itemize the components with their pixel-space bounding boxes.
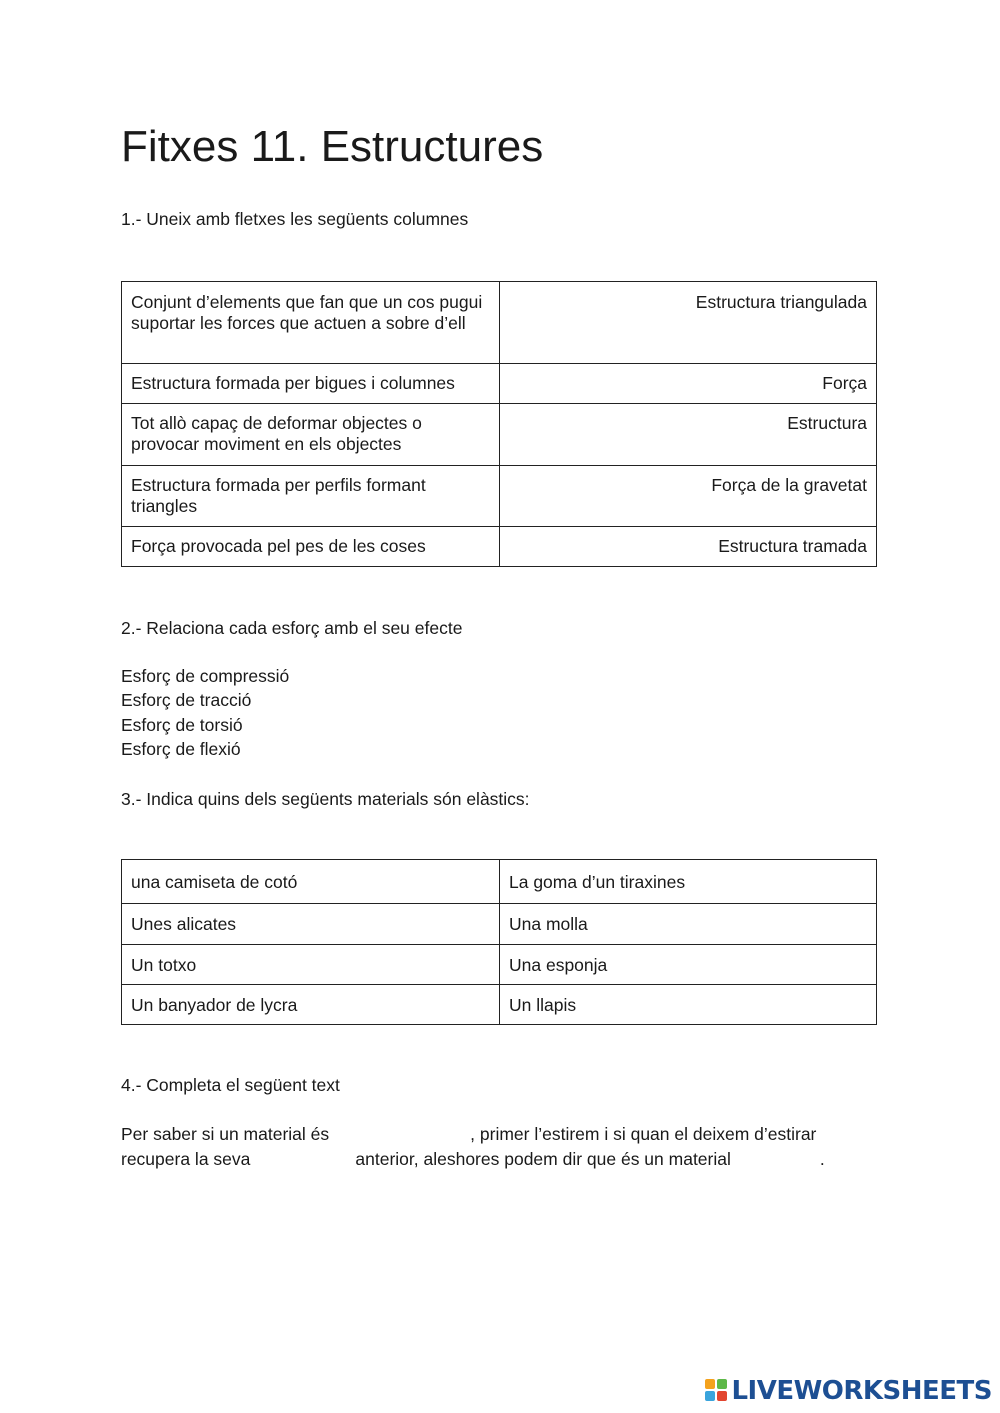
q3-material-cell: [122, 860, 500, 904]
q4-text-segment: .: [819, 1149, 825, 1169]
liveworksheets-logo-text: LIVEWORKSHEETS: [731, 1376, 992, 1406]
table-row: [122, 466, 877, 527]
q1-definition-cell: [122, 404, 500, 466]
table-row: [122, 404, 877, 466]
q3-material-cell: [122, 904, 500, 945]
q1-definition: Conjunt d’elements que fan que un cos pugui suportar les forces que actuen a sobre d’ell: [131, 292, 483, 333]
table-row: [122, 985, 877, 1025]
q4-text-line-1: [121, 1124, 816, 1145]
q3-material-cell: [500, 985, 877, 1025]
q1-definition-cell: [122, 527, 500, 567]
q1-definition: Estructura formada per bigues i columnes: [131, 373, 455, 393]
q1-term-cell: [500, 282, 877, 364]
q3-material: Un totxo: [131, 955, 197, 975]
q1-term: Estructura triangulada: [695, 292, 867, 312]
q1-term: Força: [822, 373, 867, 393]
q3-prompt: 3.- Indica quins dels següents materials són elàstics:: [121, 789, 530, 809]
q1-definition-cell: [122, 282, 500, 364]
q1-term-cell: [500, 466, 877, 527]
q3-material-cell: [500, 945, 877, 985]
q4-text-segment: , primer l’estirem i si quan el deixem d’estirar: [470, 1124, 817, 1144]
q3-material-cell: [500, 904, 877, 945]
q1-prompt: 1.- Uneix amb fletxes les següents columnes: [121, 209, 469, 229]
q3-material: La goma d’un tiraxines: [509, 872, 686, 892]
q3-material-cell: [122, 985, 500, 1025]
q3-material: Un banyador de lycra: [131, 995, 298, 1015]
q1-definition: Tot allò capaç de deformar objectes o provocar moviment en els objectes: [131, 413, 422, 454]
q2-item-torsion: Esforç de torsió: [121, 715, 243, 735]
q3-material-cell: [122, 945, 500, 985]
q1-term-cell: [500, 364, 877, 404]
q1-matching-table: [121, 281, 877, 567]
q4-text-segment: anterior, aleshores podem dir que és un material: [355, 1149, 731, 1169]
q1-term-cell: [500, 527, 877, 567]
q1-term-cell: [500, 404, 877, 466]
table-row: [122, 860, 877, 904]
q2-item-flexion: Esforç de flexió: [121, 739, 241, 759]
q3-material: Una esponja: [509, 955, 608, 975]
q3-material: Una molla: [509, 914, 588, 934]
table-row: [122, 904, 877, 945]
q3-material-cell: [500, 860, 877, 904]
table-row: [122, 364, 877, 404]
q3-materials-table: [121, 859, 877, 1025]
q4-text-segment: recupera la seva: [121, 1149, 251, 1169]
table-row: [122, 527, 877, 567]
q1-term: Estructura: [787, 413, 867, 433]
q3-material: Un llapis: [509, 995, 577, 1015]
q1-definition-cell: [122, 364, 500, 404]
q3-material: una camiseta de cotó: [131, 872, 298, 892]
q1-term: Estructura tramada: [718, 536, 867, 556]
q2-prompt: 2.- Relaciona cada esforç amb el seu efecte: [121, 618, 463, 638]
q1-definition: Força provocada pel pes de les coses: [131, 536, 426, 556]
q2-item-compression: Esforç de compressió: [121, 666, 290, 686]
q1-term: Força de la gravetat: [711, 475, 867, 495]
q4-prompt: 4.- Completa el següent text: [121, 1075, 340, 1095]
table-row: [122, 945, 877, 985]
liveworksheets-logo: [705, 1377, 992, 1405]
q3-material: Unes alicates: [131, 914, 237, 934]
table-row: [122, 282, 877, 364]
page-title: Fitxes 11. Estructures: [121, 122, 544, 171]
q4-text-segment: Per saber si un material és: [121, 1124, 330, 1144]
q4-text-line-2: [121, 1149, 825, 1170]
q1-definition-cell: [122, 466, 500, 527]
liveworksheets-logo-icon: [705, 1379, 729, 1403]
q2-item-traction: Esforç de tracció: [121, 690, 252, 710]
q1-definition: Estructura formada per perfils formant triangles: [131, 475, 426, 516]
